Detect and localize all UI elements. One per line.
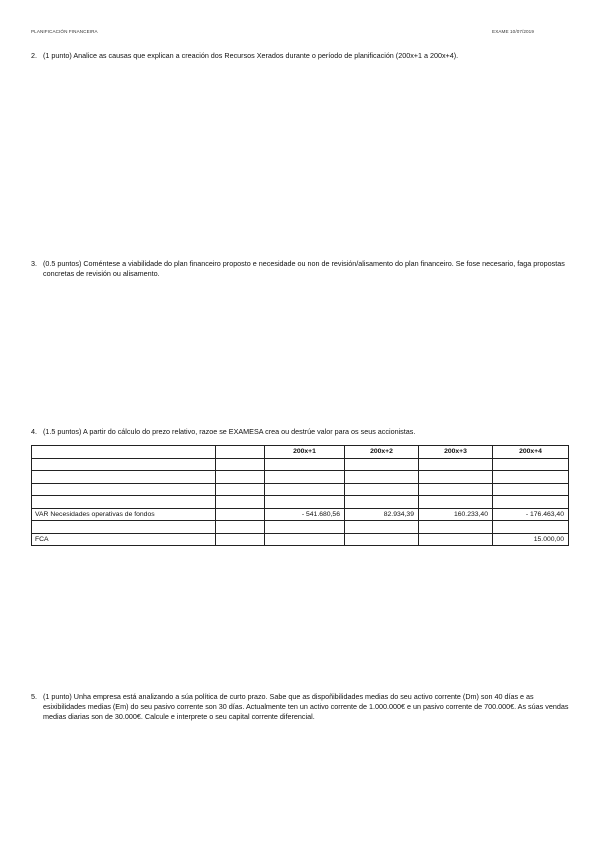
table-row — [32, 471, 569, 484]
table-cell — [265, 471, 345, 484]
table-cell — [216, 483, 265, 496]
table-cell-value — [265, 533, 345, 546]
financial-table — [31, 445, 569, 546]
column-header-200x2: 200x+2 — [345, 446, 419, 459]
header-right: EXAME 10/07/2019 — [492, 29, 534, 34]
table-cell — [216, 458, 265, 471]
table-cell — [345, 483, 419, 496]
question-number: 3. — [31, 259, 37, 268]
table-row — [32, 496, 569, 509]
column-header-200x1: 200x+1 — [265, 446, 345, 459]
table-cell — [216, 508, 265, 521]
row-label: FCA — [32, 533, 216, 546]
table-cell-value — [345, 533, 419, 546]
table-cell — [419, 496, 493, 509]
question-number: 4. — [31, 427, 37, 436]
table-cell — [345, 458, 419, 471]
table-cell-value: 82.934,39 — [345, 508, 419, 521]
table-cell-value — [419, 533, 493, 546]
question-text: (0.5 puntos) Coméntese a viabilidade do plan financeiro proposto e necesidade ou non de revisión/alisamento do plan financeiro. Se fose necesario, faga propostas concretas de revisión ou alisamento. — [43, 259, 565, 278]
question-5 — [31, 692, 571, 722]
table-cell — [216, 471, 265, 484]
table-row — [32, 521, 569, 534]
table-cell — [265, 496, 345, 509]
table-cell — [419, 521, 493, 534]
header-left: PLANIFICACIÓN FINANCEIRA — [31, 29, 98, 34]
table-cell — [265, 458, 345, 471]
table-cell — [345, 471, 419, 484]
table-cell — [265, 521, 345, 534]
row-label: VAR Necesidades operativas de fondos — [32, 508, 216, 521]
table-cell-value: 15.000,00 — [493, 533, 569, 546]
table-cell — [32, 458, 216, 471]
column-header-200x3: 200x+3 — [419, 446, 493, 459]
table-cell — [32, 496, 216, 509]
table-cell — [419, 471, 493, 484]
column-header — [216, 446, 265, 459]
question-text: (1.5 puntos) A partir do cálculo do prezo relativo, razoe se EXAMESA crea ou destrúe valor para os seus accionistas. — [43, 427, 416, 436]
table-cell — [32, 521, 216, 534]
table-row-fca — [32, 533, 569, 546]
table-cell — [345, 496, 419, 509]
question-text: (1 punto) Analice as causas que explican a creación dos Recursos Xerados durante o período de planificación (200x+1 a 200x+4). — [43, 51, 459, 60]
table-row — [32, 458, 569, 471]
table-cell — [493, 458, 569, 471]
column-header — [32, 446, 216, 459]
question-4 — [31, 427, 571, 437]
column-header-200x4: 200x+4 — [493, 446, 569, 459]
table-cell — [493, 521, 569, 534]
question-number: 2. — [31, 51, 37, 60]
table-cell-value: - 541.680,56 — [265, 508, 345, 521]
table-row-var-nof — [32, 508, 569, 521]
table-cell-value: 160.233,40 — [419, 508, 493, 521]
table-cell — [493, 496, 569, 509]
table-header-row — [32, 446, 569, 459]
table-cell — [216, 521, 265, 534]
question-text: (1 punto) Unha empresa está analizando a súa política de curto prazo. Sabe que as dispoñibilidades medias do seu activo corrente (Dm) son 40 días e as esixibilidades medias (Em) do seu pasivo corrente son 30 días. Actualmente ten un activo corrente de 1.000.000€ e un pasivo corrente de 700.000€. As súas vendas medias diarias son de 30.000€. Calcule e interprete o seu capital corrente diferencial. — [43, 692, 569, 721]
table-cell-value: - 176.463,40 — [493, 508, 569, 521]
table-cell — [419, 483, 493, 496]
table-cell — [216, 496, 265, 509]
question-2 — [31, 51, 571, 61]
question-3 — [31, 259, 571, 279]
table-cell — [493, 483, 569, 496]
table-cell — [32, 471, 216, 484]
table-row — [32, 483, 569, 496]
table-cell — [493, 471, 569, 484]
question-number: 5. — [31, 692, 37, 701]
table-cell — [265, 483, 345, 496]
table-cell — [32, 483, 216, 496]
table-cell — [419, 458, 493, 471]
table-cell — [216, 533, 265, 546]
table-cell — [345, 521, 419, 534]
